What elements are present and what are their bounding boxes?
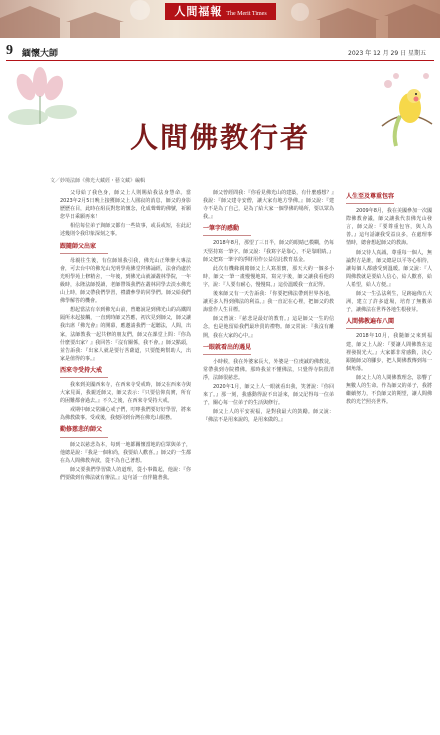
article-paragraph: 小時候，我在外婆家長大，外婆是一位虔誠的佛教徒，常帶我到寺院禮佛。那時我並不懂佛法，只覺得寺院很清淨，法師很慈悲。: [203, 358, 334, 381]
article-paragraph: 後來師父有一天告訴我：『你要把佛法帶到世界各地，讓更多人得到佛法的利益。』我一直記在心裡，把師父的教誨當作人生目標。: [203, 291, 334, 314]
section-subheading: 一筆字的感動: [203, 225, 334, 236]
section-subheading: 一眼就看出的遇見: [203, 344, 334, 355]
section-title: 緬懷大師: [22, 49, 59, 59]
article-paragraph: 師父上人的平安祝福，是對我最大的鼓勵。師父說：『佛法不是用來說的，是用來做的。』: [203, 409, 334, 424]
article-paragraph: 師父曾說：『慈悲是最好的教育。』這是師父一生的信念，也是他留給我們最珍貴的禮物。師父常說：『我沒有離開，我在大家的心中。』: [203, 316, 334, 339]
article-column-3: [346, 189, 432, 407]
masthead-banner: [0, 0, 440, 38]
article-paragraph: 師父上人的人間佛教理念，影響了無數人的生命。作為師父的弟子，我將繼續努力，不負師父的期望，讓人間佛教的光芒照亮世界。: [346, 374, 432, 406]
article-paragraph: 師父一生弘法利生，足跡遍佈五大洲，建立了許多道場，培育了無數弟子，讓佛法在世界各地生根發芽。: [346, 291, 432, 314]
article-paragraph: 戒期中師父常關心戒子們，叮嚀我們要好好學習，將來為佛教做事。受戒後，我便回到台灣在佛光山服務。: [60, 407, 191, 422]
article-paragraph: 此次有機緣親睹師父上人寫墨寶，那天大約一個多小時，師父一筆一畫慢慢地寫，寫完字後，師父讓我看他的字，說：『人要有耐心，慢慢寫。』這份溫暖我一直記得。: [203, 265, 334, 288]
article-byline: 文／妙境法師《佛光大藏經・藝文藏》編輯: [50, 178, 146, 184]
page-number: 9: [6, 43, 13, 58]
article-paragraph: 2009年8月，我在美國參加一次國際佛教會議，師父讓我代表佛光山發言，師父說：『要尊重包容，與人為善。』這句話讓我受益良多，在處理事情時，總會想起師父的教誨。: [346, 208, 432, 247]
article-paragraph: 父母給了我色身，師父上人則賜給我法身慧命。當2023年2月5日晚上接獲師父上人圓寂的消息，師父的身影歷歷在目，此時在組長對您的懷念，化成聲聲的佛號，祈願您早日乘願再來！: [60, 190, 191, 221]
section-subheading: 跟隨師父出家: [60, 243, 191, 254]
section-subheading: 勤修慈悲的師父: [60, 426, 191, 437]
article-paragraph: 想起當法有幸到佛光山前，曾聽說是到佛光山的高鐵問隔所未起接觸，一直到時師父答應，初次見到師父，師父讓我出席『佛光會』的開幕，應邀請我們一起聽法，人間，出家，法師教我一起共修的朋友們，師父在課堂上問：『你為什麼要出家？』我回答：『沒有關係，我不會。』師父點頭，並告訴我：『出家人就是要行菩薩道，只要能夠幫助人，出家是值得的事。』: [60, 307, 191, 362]
newspaper-logo[interactable]: 人間福報 The Merit Times: [165, 3, 276, 20]
section-subheading: 人間佛教遍布八閩: [346, 318, 432, 329]
article-paragraph: 2020年1月，師父上人一眼就看出我，笑著說：『你回來了。』那一刻，我感動得說不出話來，師父記得每一位弟子，關心每一位弟子的生活與修行。: [203, 383, 334, 407]
article-paragraph: 師父曾經問我：『你看見佛光山的建築，有什麼感想？』我說：『師父建寺安僧，讓大家有地方學佛。』師父說：『建寺不是為了自己，是為了給大家一個學佛的場所，要以眾為我。』: [203, 190, 334, 221]
section-subheading: 人生至及尊重包容: [346, 193, 432, 204]
article-column-2: [203, 189, 334, 425]
publication-date: 2023 年 12 月 29 日 星期五: [348, 50, 426, 57]
article-paragraph: 我來到美國西來寺，在西來寺受戒時，師父在西來寺與大家見面，我親近師父，師父表示：『只要信仰真實，所有的困難都會過去。』不久之後，在西來寺受持大戒。: [60, 381, 191, 405]
article-paragraph: 師父待人真誠，尊重每一個人，無論對方是誰，師父總是以平等心相待，讓每個人都感受到溫暖。師父說：『人間佛教就是要給人信心，給人歡喜，給人希望，給人方便。』: [346, 249, 432, 288]
article-headline: 人間佛教行者: [129, 121, 310, 154]
bird-illustration: [378, 66, 434, 156]
article-paragraph: 母親往生後，有位師姐我引我，佛光山正舉辦大專法會，可去台中的佛光山光明學苑佛堂拜佛誦經，法會尚處於光明學苑上修精舍，一年後，到佛光山就讀叢林學院，一年級時，永隆法師授讀，老師帶領我們在叢林同學去淡水佛光山上時，師父帶我們學習，禮讚參學的同學們。師父給我們佛學解答的機會。: [60, 257, 191, 305]
section-subheading: 西來寺受持大戒: [60, 367, 191, 378]
article-paragraph: 師父以慈悲為本，每到一地都關懷當地的信眾與弟子，他總是說：『我是一個和尚，我要給人歡喜。』師父的一生都在為人間佛教奔波，從不為自己著想。: [60, 441, 191, 464]
article-paragraph: 相信每位弟子與師父都有一些故事，或長或短，在此記述幾則令我印象深刻之事。: [60, 223, 191, 238]
header-divider: [6, 60, 434, 61]
article-paragraph: 2018年10月，我隨師父來到福建，師父上人說：『要讓人間佛教在這裡發揚光大。』大家都非常感動，決心跟隨師父的腳步，把人間佛教傳到每一個角落。: [346, 333, 432, 372]
article-paragraph: 2018年8月，那望了三日半，師父的眼睛已模糊，仍每天堅持寫一筆字。師父說：『我寫字是靠心，不是靠眼睛。』師父把寫一筆字的淨財用作公益信託教育基金。: [203, 240, 334, 263]
left-margin: [6, 189, 54, 709]
article-paragraph: 師父要我們學習做人的道理，從小事做起，他說：『你們要做到有佛法就有辦法。』這句話一直伴隨著我。: [60, 466, 191, 481]
article-column-1: [60, 189, 191, 483]
